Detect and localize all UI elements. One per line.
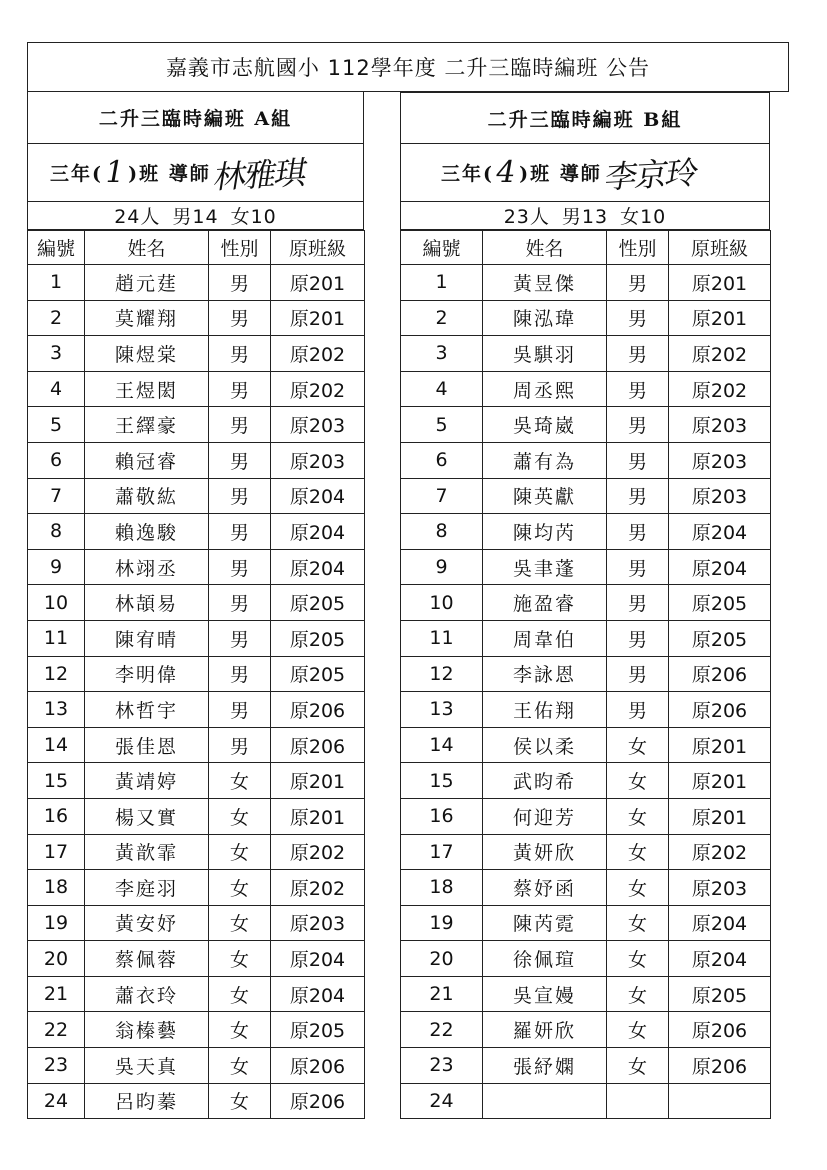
student-name: 吳琦崴: [483, 407, 607, 443]
original-class: 原205: [669, 585, 771, 621]
table-row: [28, 905, 365, 941]
table-row: [401, 514, 771, 550]
original-class: 原202: [271, 834, 365, 870]
table-row: [28, 620, 365, 656]
group-a-rows: [28, 265, 365, 1119]
table-row: [401, 941, 771, 977]
student-gender: 女: [607, 763, 669, 799]
group-b-count: [400, 202, 770, 230]
student-name: 武昀希: [483, 763, 607, 799]
document-title: 嘉義市志航國小 112學年度 二升三臨時編班 公告: [27, 42, 789, 92]
student-gender: 男: [209, 265, 271, 301]
table-row: [28, 1048, 365, 1084]
student-name: 侯以柔: [483, 727, 607, 763]
class-suffix: )班 導師: [128, 163, 211, 185]
table-row: [28, 798, 365, 834]
original-class: 原205: [271, 1012, 365, 1048]
student-name: 張紓嫻: [483, 1048, 607, 1084]
student-gender: 男: [209, 300, 271, 336]
table-row: [28, 514, 365, 550]
student-name: 翁榛藝: [85, 1012, 209, 1048]
row-number: 11: [28, 620, 85, 656]
student-gender: 女: [607, 976, 669, 1012]
row-number: 11: [401, 620, 483, 656]
student-name: 莫耀翔: [85, 300, 209, 336]
student-gender: 男: [209, 371, 271, 407]
table-row: [28, 300, 365, 336]
table-row: [28, 727, 365, 763]
student-name: 黃妍欣: [483, 834, 607, 870]
teacher-signature: 李京玲: [601, 153, 699, 196]
group-b-title: 二升三臨時編班 B組: [400, 92, 770, 144]
student-name: 陳煜棠: [85, 336, 209, 372]
student-name: 周韋伯: [483, 620, 607, 656]
table-row: [401, 265, 771, 301]
original-class: 原202: [271, 870, 365, 906]
student-gender: 男: [209, 727, 271, 763]
original-class: 原206: [271, 727, 365, 763]
table-row: [28, 1083, 365, 1119]
original-class: 原201: [669, 798, 771, 834]
student-gender: 男: [209, 478, 271, 514]
row-number: 4: [28, 371, 85, 407]
student-name: 陳均芮: [483, 514, 607, 550]
student-name: 黃歆霏: [85, 834, 209, 870]
student-gender: 女: [607, 798, 669, 834]
table-row: [401, 870, 771, 906]
student-gender: 女: [209, 870, 271, 906]
group-a-panel: [27, 92, 364, 1119]
student-gender: 男: [607, 442, 669, 478]
row-number: 17: [28, 834, 85, 870]
row-number: 1: [28, 265, 85, 301]
table-row: [401, 300, 771, 336]
table-row: [28, 585, 365, 621]
header-gender: 性別: [209, 231, 271, 265]
row-number: 24: [401, 1083, 483, 1119]
table-row: [28, 549, 365, 585]
header-name: 姓名: [85, 231, 209, 265]
student-name: 賴冠睿: [85, 442, 209, 478]
original-class: 原206: [669, 1048, 771, 1084]
row-number: 5: [401, 407, 483, 443]
student-name: 林頡易: [85, 585, 209, 621]
table-row: [28, 976, 365, 1012]
row-number: 17: [401, 834, 483, 870]
student-name: 陳宥晴: [85, 620, 209, 656]
original-class: 原203: [271, 407, 365, 443]
class-number-handwritten: 1: [101, 155, 130, 190]
original-class: 原201: [669, 265, 771, 301]
student-gender: 男: [209, 620, 271, 656]
class-prefix: 三年(: [441, 163, 494, 185]
table-row: [28, 478, 365, 514]
table-row: [28, 1012, 365, 1048]
class-suffix: )班 導師: [519, 163, 602, 185]
table-row: [28, 371, 365, 407]
student-name: 陳英獻: [483, 478, 607, 514]
group-a-teacher-row: [27, 144, 364, 202]
count-male: 男14: [172, 206, 219, 228]
student-gender: 男: [209, 549, 271, 585]
row-number: 3: [28, 336, 85, 372]
original-class: 原201: [669, 727, 771, 763]
table-row: [401, 727, 771, 763]
student-name: 李詠恩: [483, 656, 607, 692]
original-class: 原204: [669, 941, 771, 977]
row-number: 15: [401, 763, 483, 799]
class-prefix: 三年(: [50, 163, 103, 185]
student-gender: 男: [209, 514, 271, 550]
student-name: 蔡佩蓉: [85, 941, 209, 977]
original-class: 原201: [271, 763, 365, 799]
student-name: 蕭衣玲: [85, 976, 209, 1012]
row-number: 15: [28, 763, 85, 799]
row-number: 9: [401, 549, 483, 585]
student-name: 王佑翔: [483, 692, 607, 728]
table-row: [401, 549, 771, 585]
row-number: 18: [28, 870, 85, 906]
student-name: [483, 1083, 607, 1119]
original-class: 原206: [271, 692, 365, 728]
row-number: 1: [401, 265, 483, 301]
row-number: 21: [28, 976, 85, 1012]
student-name: 黃昱傑: [483, 265, 607, 301]
header-gender: 性別: [607, 231, 669, 265]
student-name: 羅妍欣: [483, 1012, 607, 1048]
student-name: 呂昀蓁: [85, 1083, 209, 1119]
student-gender: 女: [209, 905, 271, 941]
student-gender: 女: [209, 976, 271, 1012]
header-orig-class: 原班級: [669, 231, 771, 265]
student-gender: 男: [607, 478, 669, 514]
original-class: 原203: [271, 442, 365, 478]
student-name: 蔡妤函: [483, 870, 607, 906]
header-name: 姓名: [483, 231, 607, 265]
table-row: [401, 442, 771, 478]
original-class: 原204: [271, 549, 365, 585]
student-name: 張佳恩: [85, 727, 209, 763]
student-gender: 女: [209, 1012, 271, 1048]
original-class: 原205: [271, 585, 365, 621]
original-class: 原202: [271, 371, 365, 407]
original-class: 原204: [271, 514, 365, 550]
original-class: 原203: [669, 442, 771, 478]
student-gender: 男: [209, 585, 271, 621]
student-gender: 女: [607, 941, 669, 977]
row-number: 14: [28, 727, 85, 763]
row-number: 7: [401, 478, 483, 514]
header-no: 編號: [401, 231, 483, 265]
student-name: 施盈睿: [483, 585, 607, 621]
table-row: [401, 834, 771, 870]
row-number: 7: [28, 478, 85, 514]
table-row: [28, 870, 365, 906]
student-gender: 女: [209, 941, 271, 977]
student-name: 李明偉: [85, 656, 209, 692]
original-class: 原203: [271, 905, 365, 941]
original-class: 原201: [271, 798, 365, 834]
row-number: 23: [401, 1048, 483, 1084]
table-row: [401, 905, 771, 941]
student-name: 徐佩瑄: [483, 941, 607, 977]
original-class: 原203: [669, 478, 771, 514]
student-gender: 男: [209, 407, 271, 443]
table-row: [401, 478, 771, 514]
student-gender: [607, 1083, 669, 1119]
table-row: [28, 442, 365, 478]
student-name: 蕭有為: [483, 442, 607, 478]
original-class: 原205: [669, 620, 771, 656]
row-number: 2: [28, 300, 85, 336]
table-row: [401, 1012, 771, 1048]
original-class: 原204: [669, 514, 771, 550]
header-no: 編號: [28, 231, 85, 265]
row-number: 16: [28, 798, 85, 834]
table-header-row: [401, 231, 771, 265]
teacher-signature: 林雅琪: [210, 153, 308, 196]
student-name: 王繹豪: [85, 407, 209, 443]
table-row: [401, 692, 771, 728]
original-class: 原204: [669, 905, 771, 941]
student-gender: 男: [607, 371, 669, 407]
student-gender: 女: [209, 834, 271, 870]
row-number: 2: [401, 300, 483, 336]
row-number: 6: [401, 442, 483, 478]
table-row: [28, 265, 365, 301]
student-gender: 男: [607, 549, 669, 585]
header-orig-class: 原班級: [271, 231, 365, 265]
count-total: 24人: [114, 206, 161, 228]
row-number: 21: [401, 976, 483, 1012]
table-row: [401, 585, 771, 621]
group-a-count: [27, 202, 364, 230]
row-number: 9: [28, 549, 85, 585]
original-class: 原205: [669, 976, 771, 1012]
table-row: [401, 763, 771, 799]
table-row: [401, 1083, 771, 1119]
student-name: 吳天真: [85, 1048, 209, 1084]
student-name: 周丞熙: [483, 371, 607, 407]
original-class: 原202: [669, 371, 771, 407]
student-name: 李庭羽: [85, 870, 209, 906]
row-number: 6: [28, 442, 85, 478]
count-female: 女10: [230, 206, 277, 228]
row-number: 3: [401, 336, 483, 372]
original-class: 原202: [669, 834, 771, 870]
student-name: 陳芮霓: [483, 905, 607, 941]
student-name: 蕭敬紘: [85, 478, 209, 514]
table-row: [28, 336, 365, 372]
row-number: 16: [401, 798, 483, 834]
table-header-row: [28, 231, 365, 265]
row-number: 10: [28, 585, 85, 621]
student-gender: 女: [607, 727, 669, 763]
original-class: 原201: [669, 763, 771, 799]
row-number: 12: [401, 656, 483, 692]
student-gender: 男: [209, 442, 271, 478]
original-class: 原206: [669, 692, 771, 728]
row-number: 14: [401, 727, 483, 763]
student-gender: 女: [607, 870, 669, 906]
student-gender: 男: [607, 692, 669, 728]
student-gender: 男: [607, 265, 669, 301]
student-name: 黃靖婷: [85, 763, 209, 799]
row-number: 4: [401, 371, 483, 407]
count-female: 女10: [620, 206, 667, 228]
student-gender: 女: [209, 1083, 271, 1119]
student-gender: 男: [209, 692, 271, 728]
original-class: 原203: [669, 870, 771, 906]
row-number: 24: [28, 1083, 85, 1119]
table-row: [401, 336, 771, 372]
original-class: 原202: [669, 336, 771, 372]
student-gender: 男: [607, 300, 669, 336]
student-gender: 男: [607, 407, 669, 443]
count-total: 23人: [503, 206, 550, 228]
group-a-table: [27, 230, 365, 1119]
original-class: 原204: [271, 478, 365, 514]
row-number: 20: [28, 941, 85, 977]
group-b-teacher-row: [400, 144, 770, 202]
original-class: 原202: [271, 336, 365, 372]
original-class: 原206: [271, 1083, 365, 1119]
row-number: 22: [401, 1012, 483, 1048]
original-class: 原201: [271, 265, 365, 301]
student-name: 王煜閎: [85, 371, 209, 407]
original-class: 原206: [271, 1048, 365, 1084]
row-number: 18: [401, 870, 483, 906]
table-row: [401, 656, 771, 692]
student-gender: 女: [607, 1048, 669, 1084]
student-name: 吳聿蓬: [483, 549, 607, 585]
student-gender: 女: [607, 834, 669, 870]
student-gender: 男: [209, 656, 271, 692]
student-name: 林翊丞: [85, 549, 209, 585]
table-row: [28, 656, 365, 692]
student-name: 林哲宇: [85, 692, 209, 728]
student-gender: 男: [607, 336, 669, 372]
table-row: [28, 834, 365, 870]
original-class: 原203: [669, 407, 771, 443]
student-name: 黃安妤: [85, 905, 209, 941]
student-gender: 女: [209, 798, 271, 834]
class-number-handwritten: 4: [492, 155, 521, 190]
row-number: 8: [28, 514, 85, 550]
original-class: 原204: [669, 549, 771, 585]
student-gender: 男: [607, 620, 669, 656]
table-row: [28, 763, 365, 799]
student-gender: 女: [607, 1012, 669, 1048]
group-a-title: 二升三臨時編班 A組: [27, 92, 364, 144]
original-class: 原205: [271, 620, 365, 656]
group-b-panel: [400, 92, 770, 1119]
table-row: [28, 941, 365, 977]
student-name: 楊又實: [85, 798, 209, 834]
count-male: 男13: [561, 206, 609, 228]
row-number: 22: [28, 1012, 85, 1048]
original-class: 原206: [669, 656, 771, 692]
row-number: 19: [28, 905, 85, 941]
original-class: [669, 1083, 771, 1119]
student-gender: 男: [607, 514, 669, 550]
student-gender: 女: [209, 1048, 271, 1084]
group-b-rows: [401, 265, 771, 1119]
row-number: 5: [28, 407, 85, 443]
table-row: [401, 407, 771, 443]
row-number: 20: [401, 941, 483, 977]
original-class: 原201: [669, 300, 771, 336]
group-b-table: [400, 230, 771, 1119]
original-class: 原201: [271, 300, 365, 336]
table-row: [401, 620, 771, 656]
row-number: 13: [401, 692, 483, 728]
student-name: 陳泓瑋: [483, 300, 607, 336]
table-row: [401, 976, 771, 1012]
table-row: [28, 692, 365, 728]
student-name: 趙元莛: [85, 265, 209, 301]
original-class: 原206: [669, 1012, 771, 1048]
table-row: [28, 407, 365, 443]
student-name: 何迎芳: [483, 798, 607, 834]
student-name: 吳騏羽: [483, 336, 607, 372]
row-number: 23: [28, 1048, 85, 1084]
row-number: 12: [28, 656, 85, 692]
row-number: 10: [401, 585, 483, 621]
student-gender: 男: [607, 656, 669, 692]
row-number: 13: [28, 692, 85, 728]
row-number: 8: [401, 514, 483, 550]
student-name: 吳宣嫚: [483, 976, 607, 1012]
student-gender: 男: [209, 336, 271, 372]
original-class: 原204: [271, 976, 365, 1012]
table-row: [401, 1048, 771, 1084]
original-class: 原205: [271, 656, 365, 692]
student-gender: 女: [209, 763, 271, 799]
student-name: 賴逸駿: [85, 514, 209, 550]
table-row: [401, 798, 771, 834]
table-row: [401, 371, 771, 407]
original-class: 原204: [271, 941, 365, 977]
row-number: 19: [401, 905, 483, 941]
student-gender: 男: [607, 585, 669, 621]
student-gender: 女: [607, 905, 669, 941]
